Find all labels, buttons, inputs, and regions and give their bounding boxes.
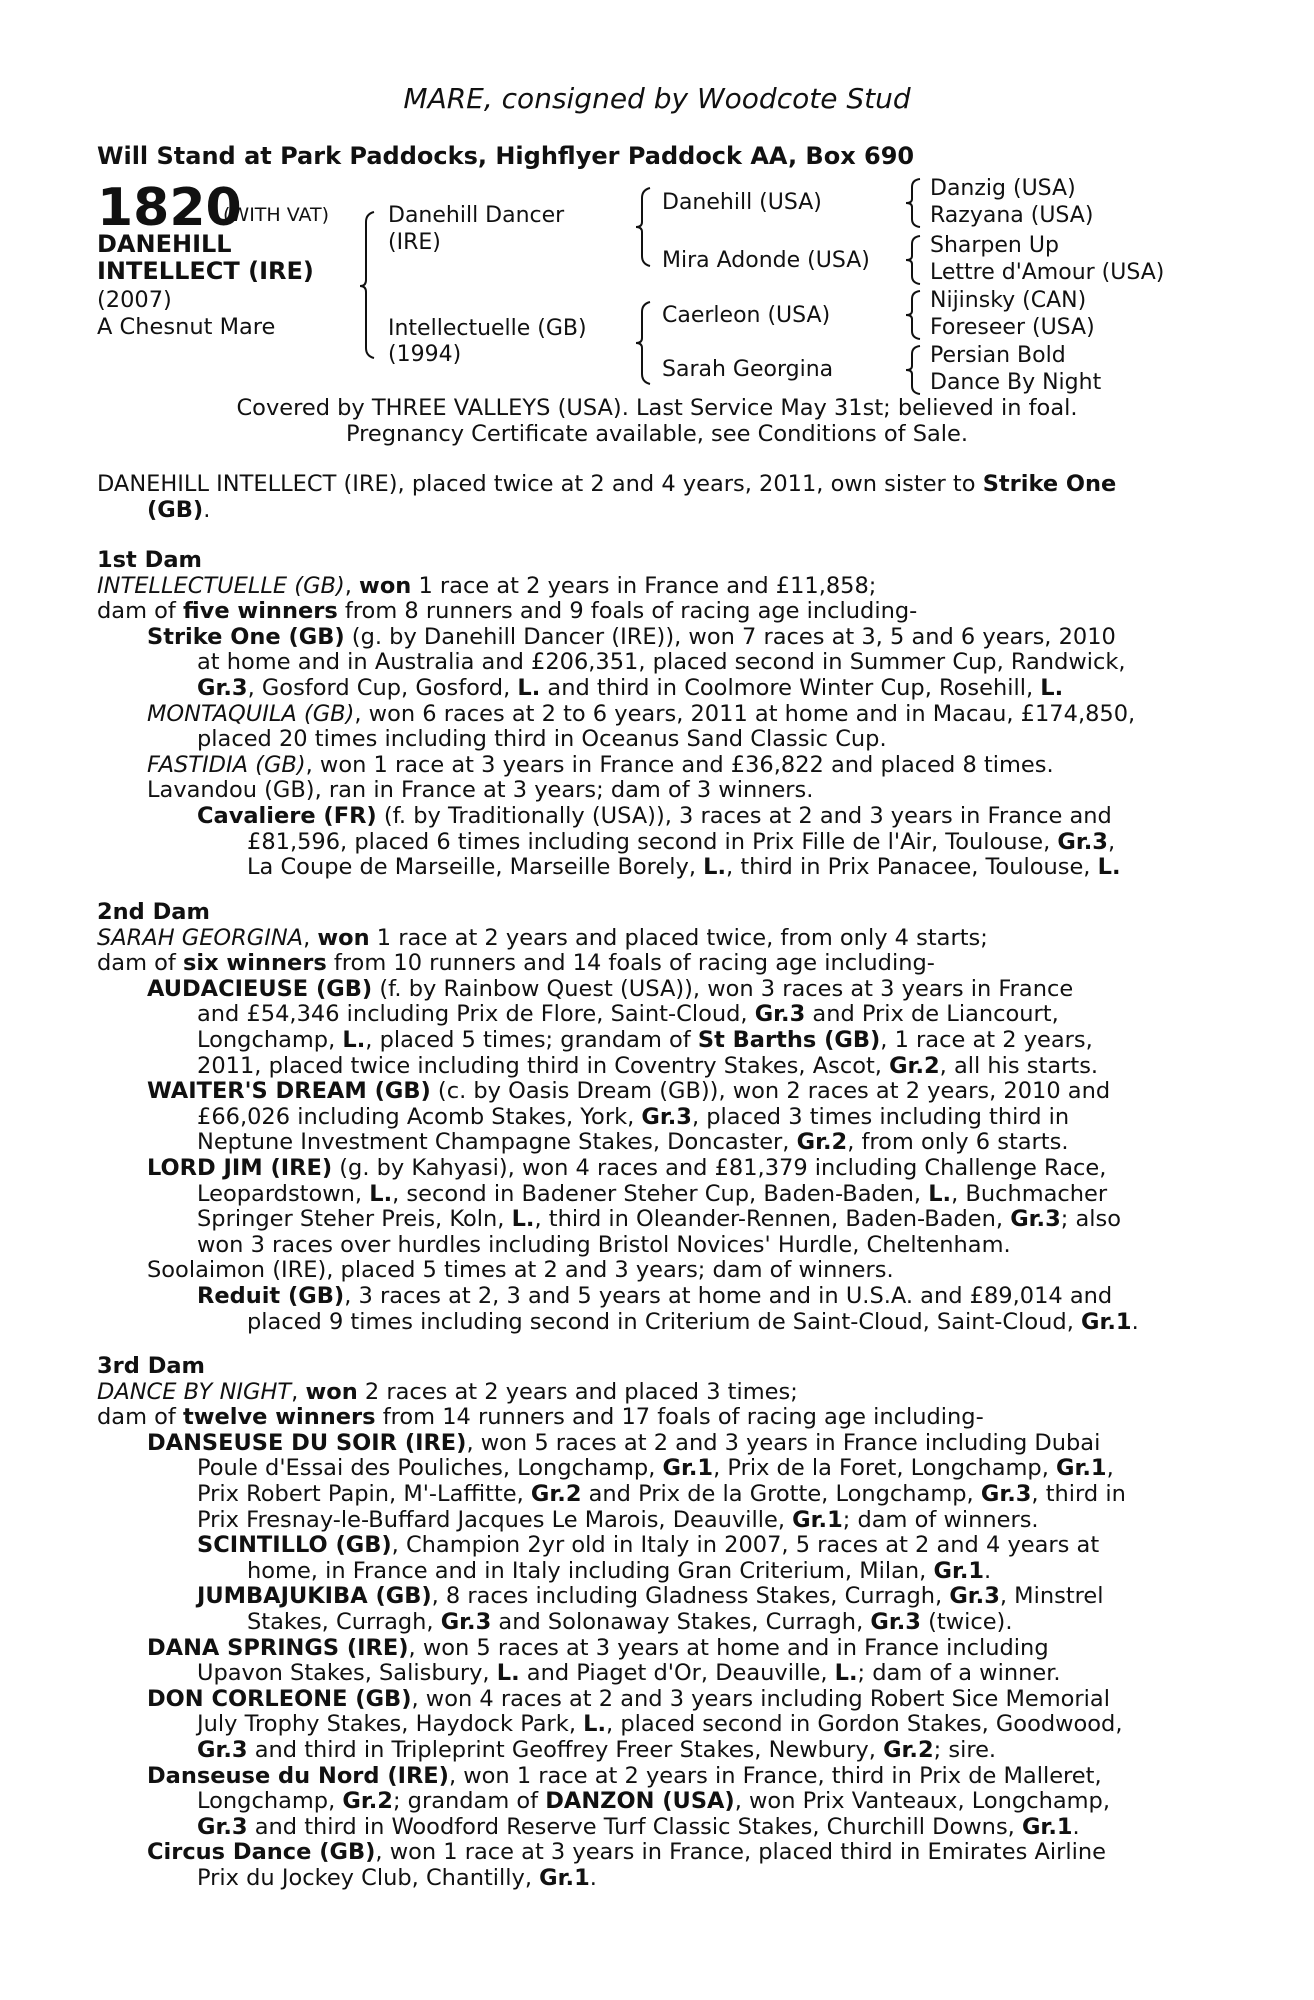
pedigree-bracket-sire bbox=[636, 186, 656, 268]
pedigree-dsd: Foreseer (USA) bbox=[930, 315, 1095, 340]
text-line: Leopardstown, L., second in Badener Steher Cup, Baden-Baden, L., Buchmacher bbox=[197, 1180, 1108, 1207]
text-line: at home and in Australia and £206,351, placed second in Summer Cup, Randwick, bbox=[197, 649, 1126, 676]
text-line: Prix du Jockey Club, Chantilly, Gr.1. bbox=[197, 1864, 597, 1891]
text-line: home, in France and in Italy including Gran Criterium, Milan, Gr.1. bbox=[247, 1557, 992, 1584]
text-line: Neptune Investment Champagne Stakes, Doncaster, Gr.2, from only 6 starts. bbox=[197, 1129, 1069, 1156]
pedigree-dam: Intellectuelle (GB) bbox=[388, 316, 587, 341]
text-line: Prix Robert Papin, M'-Laffitte, Gr.2 and Prix de la Grotte, Longchamp, Gr.3, third in bbox=[197, 1480, 1126, 1507]
text-line: placed 9 times including second in Criterium de Saint-Cloud, Saint-Cloud, Gr.1. bbox=[247, 1308, 1139, 1335]
first-dam-section bbox=[97, 548, 1205, 881]
stand-location: Will Stand at Park Paddocks, Highflyer Paddock AA, Box 690 bbox=[97, 142, 915, 170]
intro-paragraph: DANEHILL INTELLECT (IRE), placed twice at 2 and 4 years, 2011, own sister to Strike One (GB). bbox=[97, 471, 1117, 523]
third-dam-section bbox=[97, 1354, 1205, 1891]
pedigree-dam-year: (1994) bbox=[388, 342, 462, 367]
text-line: Prix Fresnay-le-Buffard Jacques Le Marois, Deauville, Gr.1; dam of winners. bbox=[197, 1506, 1039, 1533]
pedigree-bracket-ss bbox=[906, 177, 924, 229]
vat-label: (WITH VAT) bbox=[223, 204, 330, 226]
lot-number: 1820 bbox=[97, 178, 242, 238]
text-line: Poule d'Essai des Pouliches, Longchamp, Gr.1, Prix de la Foret, Longchamp, Gr.1, bbox=[197, 1455, 1114, 1482]
text-line: LORD JIM (IRE) (g. by Kahyasi), won 4 races and £81,379 including Challenge Race, bbox=[147, 1154, 1107, 1181]
pedigree-bracket-ds bbox=[906, 289, 924, 341]
text-line: DANCE BY NIGHT, won 2 races at 2 years and placed 3 times; bbox=[97, 1378, 798, 1405]
page-title: MARE, consigned by Woodcote Stud bbox=[403, 82, 911, 115]
pedigree-sds: Sharpen Up bbox=[930, 233, 1059, 258]
pedigree-sss: Danzig (USA) bbox=[930, 176, 1076, 201]
text-line: La Coupe de Marseille, Marseille Borely, L., third in Prix Panacee, Toulouse, L. bbox=[247, 854, 1121, 881]
text-line: MONTAQUILA (GB), won 6 races at 2 to 6 years, 2011 at home and in Macau, £174,850, bbox=[147, 700, 1136, 727]
text-line: dam of six winners from 10 runners and 14 foals of racing age including- bbox=[97, 950, 935, 977]
pedigree-sdd: Lettre d'Amour (USA) bbox=[930, 260, 1165, 285]
text-line: dam of five winners from 8 runners and 9 foals of racing age including- bbox=[97, 598, 918, 625]
horse-name-line1: DANEHILL bbox=[97, 230, 232, 258]
section-heading: 3rd Dam bbox=[97, 1353, 205, 1379]
text-line: DANSEUSE DU SOIR (IRE), won 5 races at 2 and 3 years in France including Dubai bbox=[147, 1429, 1101, 1456]
intro-bold: Strike One bbox=[982, 471, 1117, 497]
pedigree-dam-dam: Sarah Georgina bbox=[662, 357, 834, 382]
text-line: Danseuse du Nord (IRE), won 1 race at 2 years in France, third in Prix de Malleret, bbox=[147, 1762, 1102, 1789]
text-line: Longchamp, Gr.2; grandam of DANZON (USA), won Prix Vanteaux, Longchamp, bbox=[197, 1788, 1110, 1815]
text-line: 2011, placed twice including third in Coventry Stakes, Ascot, Gr.2, all his starts. bbox=[197, 1052, 1099, 1079]
text-line: AUDACIEUSE (GB) (f. by Rainbow Quest (USA)), won 3 races at 3 years in France bbox=[147, 975, 1074, 1002]
text-line: Reduit (GB), 3 races at 2, 3 and 5 years at home and in U.S.A. and £89,014 and bbox=[197, 1282, 1113, 1309]
text-line: Springer Steher Preis, Koln, L., third in Oleander-Rennen, Baden-Baden, Gr.3; also bbox=[197, 1206, 1122, 1233]
text-line: SCINTILLO (GB), Champion 2yr old in Italy in 2007, 5 races at 2 and 4 years at bbox=[197, 1532, 1100, 1559]
text-line: Stakes, Curragh, Gr.3 and Solonaway Stakes, Curragh, Gr.3 (twice). bbox=[247, 1608, 1013, 1635]
pedigree-sire: Danehill Dancer bbox=[388, 203, 565, 228]
covered-line1: Covered by THREE VALLEYS (USA). Last Service May 31st; believed in foal. bbox=[236, 395, 1078, 421]
text-line: WAITER'S DREAM (GB) (c. by Oasis Dream (GB)), won 2 races at 2 years, 2010 and bbox=[147, 1078, 1111, 1105]
text-line: Soolaimon (IRE), placed 5 times at 2 and 3 years; dam of winners. bbox=[147, 1257, 894, 1284]
text-line: INTELLECTUELLE (GB), won 1 race at 2 years in France and £11,858; bbox=[97, 572, 877, 599]
horse-name-line2: INTELLECT (IRE) bbox=[97, 257, 314, 285]
pedigree-bracket-dd bbox=[906, 344, 924, 396]
pedigree-bracket-sd bbox=[906, 234, 924, 286]
intro-bold2: (GB) bbox=[147, 496, 204, 523]
text-line: Circus Dance (GB), won 1 race at 3 years in France, placed third in Emirates Airline bbox=[147, 1839, 1106, 1866]
text-line: July Trophy Stakes, Haydock Park, L., placed second in Gordon Stakes, Goodwood, bbox=[197, 1711, 1123, 1738]
text-line: Gr.3 and third in Woodford Reserve Turf Classic Stakes, Churchill Downs, Gr.1. bbox=[197, 1813, 1080, 1840]
text-line: DON CORLEONE (GB), won 4 races at 2 and 3 years including Robert Sice Memorial bbox=[147, 1685, 1110, 1712]
horse-year: (2007) bbox=[97, 287, 172, 313]
pedigree-dam-sire: Caerleon (USA) bbox=[662, 303, 831, 328]
pedigree-ssd: Razyana (USA) bbox=[930, 203, 1094, 228]
section-heading: 2nd Dam bbox=[97, 899, 210, 925]
text-line: JUMBAJUKIBA (GB), 8 races including Gladness Stakes, Curragh, Gr.3, Minstrel bbox=[197, 1583, 1104, 1610]
pedigree-dss: Nijinsky (CAN) bbox=[930, 288, 1087, 313]
text-line: placed 20 times including third in Oceanus Sand Classic Cup. bbox=[197, 726, 887, 753]
covered-line2: Pregnancy Certificate available, see Conditions of Sale. bbox=[345, 421, 969, 447]
text-line: Cavaliere (FR) (f. by Traditionally (USA)), 3 races at 2 and 3 years in France and bbox=[197, 802, 1112, 829]
intro-text: DANEHILL INTELLECT (IRE), placed twice at 2 and 4 years, 2011, own sister to bbox=[97, 471, 983, 497]
text-line: Gr.3 and third in Tripleprint Geoffrey Freer Stakes, Newbury, Gr.2; sire. bbox=[197, 1736, 997, 1763]
text-line: Gr.3, Gosford Cup, Gosford, L. and third in Coolmore Winter Cup, Rosehill, L. bbox=[197, 674, 1064, 701]
text-line: Strike One (GB) (g. by Danehill Dancer (IRE)), won 7 races at 3, 5 and 6 years, 2010 bbox=[147, 623, 1116, 650]
pedigree-ddd: Dance By Night bbox=[930, 370, 1102, 395]
horse-description: A Chesnut Mare bbox=[97, 314, 276, 340]
text-line: £66,026 including Acomb Stakes, York, Gr.3, placed 3 times including third in bbox=[197, 1103, 1070, 1130]
text-line: Upavon Stakes, Salisbury, L. and Piaget d'Or, Deauville, L.; dam of a winner. bbox=[197, 1660, 1061, 1687]
text-line: Longchamp, L., placed 5 times; grandam of St Barths (GB), 1 race at 2 years, bbox=[197, 1026, 1093, 1053]
text-line: dam of twelve winners from 14 runners and 17 foals of racing age including- bbox=[97, 1404, 984, 1431]
text-line: and £54,346 including Prix de Flore, Saint-Cloud, Gr.3 and Prix de Liancourt, bbox=[197, 1001, 1059, 1028]
text-line: DANA SPRINGS (IRE), won 5 races at 3 years at home and in France including bbox=[147, 1634, 1049, 1661]
text-line: won 3 races over hurdles including Bristol Novices' Hurdle, Cheltenham. bbox=[197, 1231, 1011, 1258]
second-dam-section bbox=[97, 900, 1205, 1335]
text-line: Lavandou (GB), ran in France at 3 years; dam of 3 winners. bbox=[147, 777, 814, 804]
pedigree-dds: Persian Bold bbox=[930, 343, 1066, 368]
pedigree-bracket-main bbox=[360, 210, 380, 360]
pedigree-sire-country: (IRE) bbox=[388, 230, 441, 255]
text-line: £81,596, placed 6 times including second in Prix Fille de l'Air, Toulouse, Gr.3, bbox=[247, 828, 1116, 855]
pedigree-bracket-dam bbox=[636, 300, 656, 386]
pedigree-sire-sire: Danehill (USA) bbox=[662, 190, 822, 215]
text-line: SARAH GEORGINA, won 1 race at 2 years and placed twice, from only 4 starts; bbox=[97, 924, 988, 951]
section-heading: 1st Dam bbox=[97, 547, 202, 573]
text-line: FASTIDIA (GB), won 1 race at 3 years in France and £36,822 and placed 8 times. bbox=[147, 751, 1054, 778]
pedigree-sire-dam: Mira Adonde (USA) bbox=[662, 248, 870, 273]
